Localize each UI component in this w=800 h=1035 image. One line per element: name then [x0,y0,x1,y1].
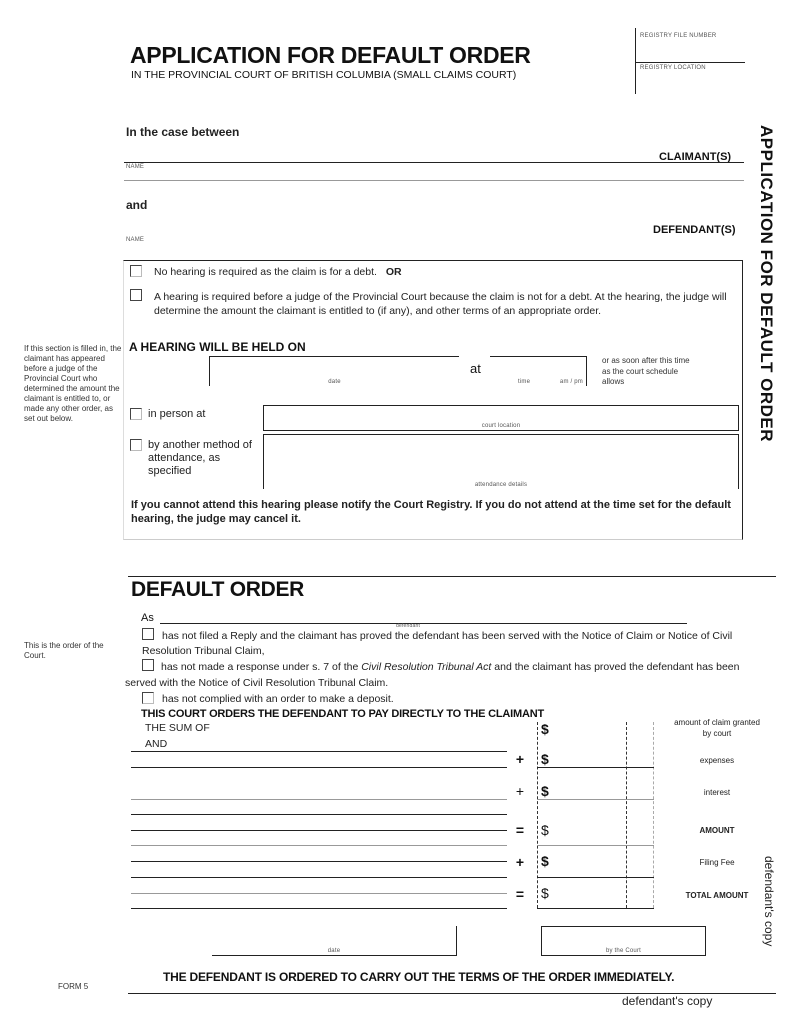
at-label: at [470,361,481,376]
order-heading: THIS COURT ORDERS THE DEFENDANT TO PAY DIRECTLY TO THE CLAIMANT [141,708,544,720]
attendance-details-field[interactable] [263,434,739,489]
hearing-required-label: A hearing is required before a judge of the Provincial Court because the claim is not for a debt. At the hearing, the judge will determine the amount the claimant is entitled to (if any), and other terms of an appropriate order. [154,291,727,317]
order-line [131,814,507,815]
defendant-as-line [160,623,687,624]
plus-operator: + [515,783,525,799]
claim-dollar-sign: $ [541,721,549,737]
defendant-role-label: DEFENDANT(S) [653,224,736,236]
ampm-label: am / pm [559,379,583,385]
order-line [131,830,507,831]
other-method-label: by another method of attendance, as specified [148,439,252,477]
no-hearing-label [154,266,402,278]
by-the-court-label: by the Court [605,948,642,954]
expenses-input[interactable] [553,752,623,768]
filing-fee-label: Filing Fee [699,858,735,867]
amount-underline [537,845,654,846]
no-response-text-pre: has not made a response under s. 7 of the [161,661,362,673]
order-line [131,877,507,878]
claimant-name-line [124,162,744,163]
hearing-side-note: If this section is filled in, the claimant has appeared before a judge of the Provincial Court who determined the amount the claimant is entitled to, or made any other order, as set out below. [24,344,122,423]
registry-box-separator [635,62,745,63]
side-copy-label: defendant's copy [762,856,776,947]
claimant-name-label: NAME [126,164,145,170]
order-line [131,751,507,752]
form-subtitle: IN THE PROVINCIAL COURT OF BRITISH COLUMBIA (SMALL CLAIMS COURT) [131,69,517,81]
amount-column-cents-divider [626,722,627,908]
sum-of-label: THE SUM OF [145,722,210,734]
and-order-label: AND [145,738,168,750]
hearing-notice: If you cannot attend this hearing please notify the Court Registry. If you do not attend at the time set for the default hearing, the judge may cancel it. [131,499,731,525]
parties-divider [124,180,744,181]
default-order-top-rule [128,576,776,577]
no-hearing-text: No hearing is required as the claim is for a debt. [154,266,377,278]
amount-dollar-sign: $ [541,822,549,838]
registry-file-number-label: REGISTRY FILE NUMBER [640,33,717,39]
no-response-text-post: and the claimant has proved the defendant has been served with the Notice of Civil Resolution Tribunal Claim. [125,661,740,689]
plus-operator: + [515,751,525,767]
no-reply-label: has not filed a Reply and the claimant has proved the defendant has been served with the Notice of Claim or Notice of Civil Resolution Tribunal Claim, [142,630,733,657]
registry-box-divider [635,28,636,94]
no-response-label [125,659,740,691]
total-amount-underline [537,908,654,909]
and-label: and [126,198,148,212]
time-label: time [518,379,531,385]
order-line [131,893,507,894]
defendant-name-input[interactable] [126,218,646,234]
filing-fee-underline [537,877,654,878]
side-title: APPLICATION FOR DEFAULT ORDER [757,125,776,443]
hearing-required-checkbox[interactable] [130,289,142,301]
defendant-as-input[interactable] [160,610,685,623]
order-line [131,799,507,800]
defendant-label: defendant [396,623,421,629]
interest-label: interest [703,788,731,797]
form-number: FORM 5 [58,982,89,991]
registry-location-input[interactable] [640,74,790,92]
defendant-name-label: NAME [126,237,145,243]
or-label: OR [385,266,402,278]
order-line [131,908,507,909]
in-person-label: in person at [148,408,206,420]
plus-operator: + [515,854,525,870]
total-amount-label: TOTAL AMOUNT [685,891,749,900]
order-line [131,845,507,846]
attendance-details-label: attendance details [474,482,528,488]
order-side-note: This is the order of the Court. [24,641,104,660]
no-deposit-checkbox[interactable] [142,692,154,704]
claim-amount-input[interactable] [553,722,623,738]
copy-label: defendant's copy [622,994,713,1008]
schedule-note: or as soon after this time as the court schedule allows [602,356,690,386]
equals-operator: = [515,886,525,902]
amount-label: AMOUNT [699,826,735,835]
equals-operator: = [515,822,525,838]
case-between-label: In the case between [126,125,240,139]
court-location-field[interactable] [263,405,739,431]
interest-dollar-sign: $ [541,783,549,799]
expenses-underline [537,767,654,768]
default-order-heading: DEFAULT ORDER [131,578,305,601]
hearing-date-field[interactable] [209,356,459,386]
claimant-name-input[interactable] [126,145,646,161]
immediate-notice: THE DEFENDANT IS ORDERED TO CARRY OUT THE TERMS OF THE ORDER IMMEDIATELY. [163,970,675,984]
as-label: As [141,612,154,624]
filing-fee-dollar-sign: $ [541,853,549,869]
expenses-label: expenses [699,756,735,765]
by-the-court-field[interactable] [541,926,706,956]
in-person-checkbox[interactable] [130,408,142,420]
date-label: date [328,379,341,385]
order-line [131,767,507,768]
total-amount-input[interactable] [553,886,623,902]
filing-fee-input[interactable] [553,854,623,870]
order-date-label: date [327,948,341,954]
order-line [131,861,507,862]
expenses-dollar-sign: $ [541,751,549,767]
form-title: APPLICATION FOR DEFAULT ORDER [130,42,531,68]
court-location-label: court location [481,423,521,429]
interest-input[interactable] [553,784,623,800]
registry-file-number-input[interactable] [640,43,790,61]
hearing-time-field[interactable] [490,356,587,386]
other-method-checkbox[interactable] [130,439,142,451]
registry-location-label: REGISTRY LOCATION [640,65,706,71]
claimant-role-label: CLAIMANT(S) [659,151,732,163]
no-deposit-label: has not complied with an order to make a deposit. [162,693,394,705]
amount-input[interactable] [553,823,623,839]
no-hearing-checkbox[interactable] [130,265,142,277]
total-dollar-sign: $ [541,885,549,901]
amount-column-right-edge [653,722,654,908]
interest-underline [537,799,654,800]
amount-column-left-edge [537,722,538,908]
order-date-field[interactable] [212,926,457,956]
crt-act-reference: Civil Resolution Tribunal Act [361,661,492,673]
claim-amount-label: amount of claim granted by court [674,718,760,738]
hearing-heading: A HEARING WILL BE HELD ON [129,340,306,354]
